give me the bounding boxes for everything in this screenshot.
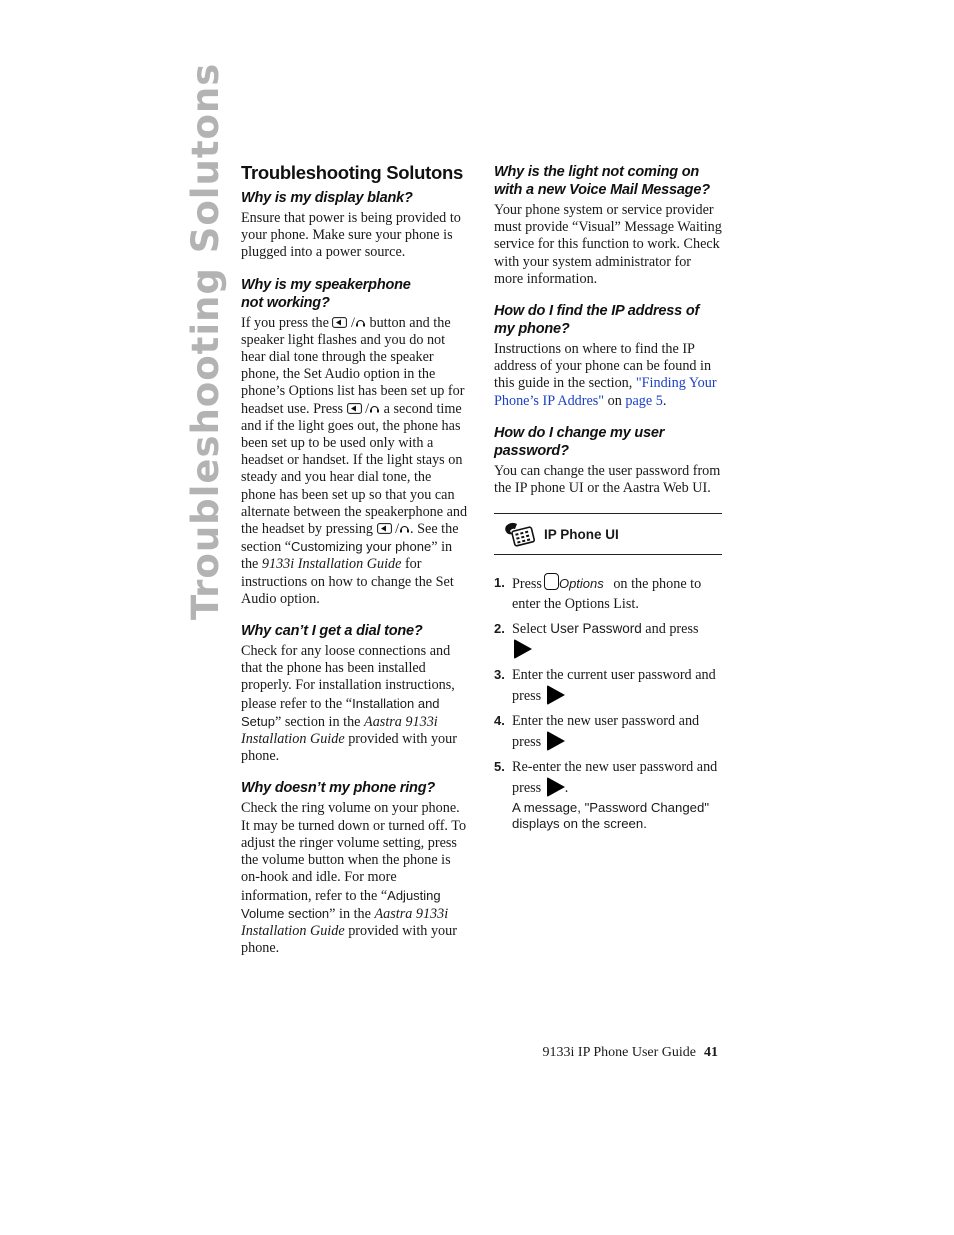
- answer-display-blank: Ensure that power is being provided to your phone. Make sure your phone is plugged into a power source.: [241, 210, 461, 261]
- question-display-blank: Why is my display blank?: [241, 190, 413, 206]
- step-item: 3. Enter the current user password and press: [494, 667, 716, 705]
- headset-icon: [399, 523, 410, 534]
- ip-phone-ui-label: IP Phone UI: [544, 526, 619, 542]
- arrow-key-icon: [514, 639, 532, 659]
- speaker-icon: [377, 523, 392, 534]
- arrow-key-icon: [547, 731, 565, 751]
- arrow-key-icon: [547, 685, 565, 705]
- question-change-password: How do I change my user password?: [494, 424, 665, 459]
- adjusting-volume-ref: Adjusting Volume section: [241, 887, 441, 921]
- step-item: 4. Enter the new user password and press: [494, 713, 700, 751]
- right-column: [494, 160, 722, 836]
- arrow-key-icon: [547, 777, 565, 797]
- user-password-option: User Password: [550, 621, 642, 637]
- options-key-icon: [544, 573, 559, 590]
- steps-list: [494, 573, 722, 831]
- page-number: 41: [704, 1045, 718, 1060]
- left-column: [241, 160, 469, 966]
- answer-change-password: You can change the user password from the IP phone UI or the Aastra Web UI.: [494, 462, 721, 497]
- page-heading: Troubleshooting Solutons: [241, 162, 463, 183]
- question-phone-ring: Why doesn’t my phone ring?: [241, 780, 436, 797]
- phone-icon: [502, 520, 536, 548]
- page-footer: [500, 1045, 718, 1061]
- headset-icon: [369, 403, 380, 414]
- question-voice-mail-light: Why is the light not coming on with a new Voice Mail Message?: [494, 164, 710, 198]
- answer-dial-tone: Check for any loose connections and that the phone has been installed properly. For installation instructions, please refer to the “Installation and Setup” section in the Aastra 9133i Installation Guide provided with your phone.: [241, 643, 457, 765]
- answer-phone-ring: Check the ring volume on your phone. It may be turned down or turned off. To adjust the ringer volume setting, press the volume button when the phone is on-hook and idle. For more information, refer to the “Adjusting Volume section” in the Aastra 9133i Installation Guide provided with your phone.: [241, 800, 467, 957]
- answer-voice-mail-light: Your phone system or service provider must provide “Visual” Message Waiting service for this function to work. Check with your system administrator for more information.: [494, 202, 722, 287]
- step-item: 1. Press Options on the phone to enter the Options List.: [494, 575, 702, 613]
- customizing-phone-ref: Customizing your phone: [291, 539, 432, 555]
- options-key-label: Options: [558, 576, 604, 592]
- step-item: 2. Select User Password and press: [494, 619, 722, 660]
- question-dial-tone: Why can’t I get a dial tone?: [241, 623, 423, 640]
- question-ip-address: How do I find the IP address of my phone?: [494, 303, 700, 338]
- speaker-icon: [332, 317, 347, 328]
- footer-guide-title: 9133i IP Phone User Guide: [542, 1045, 696, 1060]
- side-section-title: Troubleshooting Solutons: [184, 62, 227, 620]
- answer-speakerphone: If you press the / button and the speaker light flashes and you do not hear dial tone through the speaker phone, the Set Audio option in the phone’s Options list has been set up for headset use. Press / a second time and if the light goes out, the phone has been set up to be used only with a headset or handset. If the light stays on steady and you hear dial tone, the phone has been set up so that you can alternate between the speakerphone and the headset by pressing / . See the section “Customizing your phone” in the 9133i Installation Guide for instructions on how to change the Set Audio option.: [241, 314, 468, 607]
- page-5-link[interactable]: page 5: [625, 392, 663, 409]
- password-changed-note: A message, "Password Changed" displays on the screen.: [512, 800, 710, 831]
- headset-icon: [355, 317, 366, 328]
- finding-ip-link[interactable]: "Finding Your Phone’s IP Addres": [494, 375, 717, 409]
- installation-setup-ref: Installation and Setup: [241, 695, 440, 729]
- divider-bottom: [494, 554, 722, 555]
- question-speakerphone: Why is my speakerphone not working?: [241, 276, 411, 311]
- answer-ip-address: Instructions on where to find the IP address of your phone can be found in this guide in the section, "Finding Your Phone’s IP Addres" on page 5.: [494, 341, 717, 409]
- speaker-icon: [347, 403, 362, 414]
- ip-phone-ui-header: [494, 514, 722, 554]
- step-item: 5. Re-enter the new user password and press . A message, "Password Changed" displays on the screen.: [494, 757, 722, 831]
